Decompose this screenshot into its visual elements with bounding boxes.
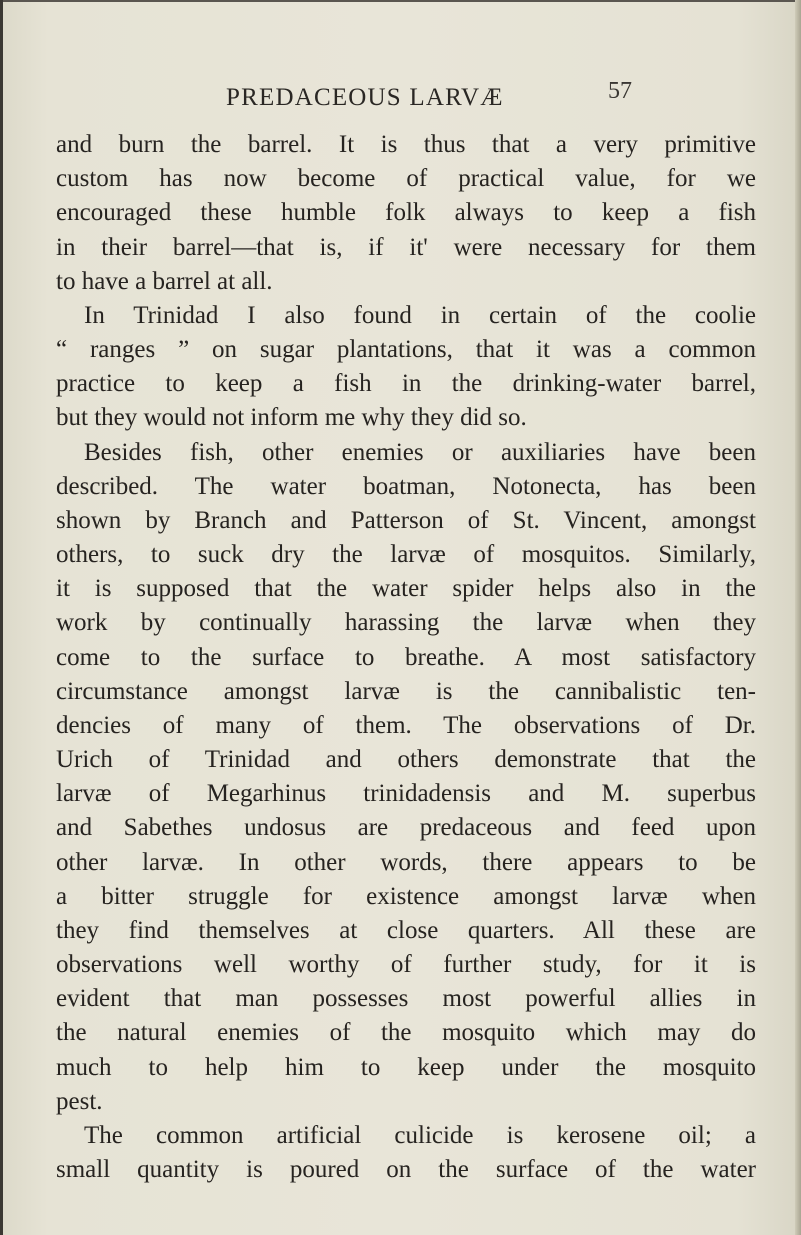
- text-line: and burn the barrel. It is thus that a very primitive: [56, 131, 756, 158]
- text-line: it is supposed that the water spider helps also in the: [56, 575, 756, 603]
- text-line: described. The water boatman, Notonecta, has been: [56, 472, 756, 500]
- text-line: Urich of Trinidad and others demonstrate that the: [56, 746, 756, 774]
- text-line: much to help him to keep under the mosquito: [56, 1053, 756, 1081]
- text-line: the natural enemies of the mosquito which may do: [56, 1019, 756, 1047]
- text-line: observations well worthy of further study, for it is: [56, 951, 756, 979]
- body-text: [56, 128, 756, 1187]
- running-head: PREDACEOUS LARVÆ: [226, 84, 504, 111]
- text-line: dencies of many of them. The observations of Dr.: [56, 711, 756, 739]
- page-binding-edge: [0, 0, 3, 1235]
- text-line: Besides fish, other enemies or auxiliaries have been: [84, 438, 756, 466]
- text-line: a bitter struggle for existence amongst larvæ when: [56, 882, 756, 910]
- text-line: In Trinidad I also found in certain of the coolie: [84, 301, 756, 329]
- page-top-edge: [0, 0, 801, 2]
- text-line: circumstance amongst larvæ is the cannibalistic ten-: [56, 677, 756, 705]
- text-line: come to the surface to breathe. A most satisfactory: [56, 643, 756, 671]
- text-line: work by continually harassing the larvæ when they: [56, 609, 756, 637]
- text-line: The common artificial culicide is kerosene oil; a: [84, 1121, 756, 1149]
- text-line: custom has now become of practical value, for we: [56, 165, 756, 193]
- text-line: shown by Branch and Patterson of St. Vincent, amongst: [56, 506, 756, 534]
- text-line: other larvæ. In other words, there appears to be: [56, 848, 756, 876]
- text-line: larvæ of Megarhinus trinidadensis and M. superbus: [56, 780, 756, 808]
- text-line: encouraged these humble folk always to keep a fish: [56, 199, 756, 227]
- text-line: “ ranges ” on sugar plantations, that it was a common: [56, 336, 756, 364]
- text-line: in their barrel—that is, if it' were necessary for them: [56, 233, 756, 261]
- text-line: and Sabethes undosus are predaceous and feed upon: [56, 814, 756, 842]
- page-header: [0, 78, 801, 124]
- text-line: others, to suck dry the larvæ of mosquitos. Similarly,: [56, 541, 756, 569]
- text-line: evident that man possesses most powerful allies in: [56, 985, 756, 1013]
- text-line: small quantity is poured on the surface of the water: [56, 1156, 756, 1184]
- page-right-edge: [795, 0, 801, 1235]
- page-number: 57: [608, 78, 632, 104]
- text-line: they find themselves at close quarters. All these are: [56, 916, 756, 944]
- text-line: but they would not inform me why they did so.: [56, 404, 527, 432]
- text-line: to have a barrel at all.: [56, 267, 273, 295]
- text-line: pest.: [56, 1087, 103, 1115]
- text-line: practice to keep a fish in the drinking-water barrel,: [56, 370, 756, 398]
